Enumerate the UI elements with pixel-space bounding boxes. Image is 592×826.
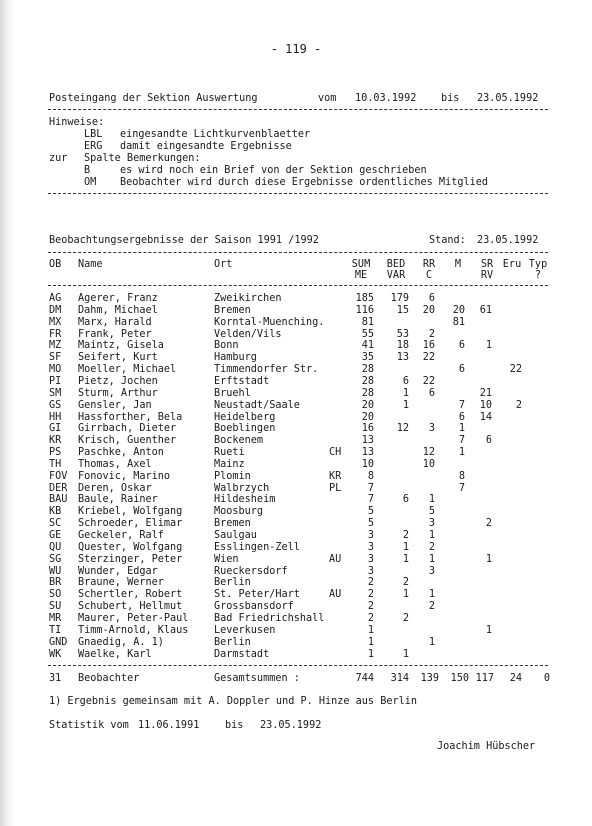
- cell-sum: 13: [361, 447, 374, 458]
- cell-sum: 5: [367, 506, 374, 518]
- cell-sum: 3: [367, 530, 374, 541]
- note-text: Spalte Bemerkungen:: [84, 153, 201, 164]
- col-header-sum-sub: ME: [354, 270, 368, 281]
- cell-name: Krisch, Guenther: [78, 435, 177, 447]
- cell-name: Baule, Rainer: [78, 494, 158, 506]
- cell-name: Schroeder, Elimar: [78, 518, 183, 530]
- cell-eru: 2: [515, 399, 522, 411]
- cell-rr: 1: [428, 553, 435, 565]
- cell-bed: 179: [390, 293, 409, 304]
- cell-name: Wunder, Edgar: [78, 565, 158, 577]
- cell-name: Maintz, Gisela: [78, 340, 164, 352]
- cell-sum: 81: [361, 316, 374, 328]
- cell-ob: GND: [49, 636, 68, 648]
- cell-ort: Leverkusen: [214, 624, 276, 636]
- col-header-typ: Typ: [528, 259, 548, 270]
- cell-cc: KR: [329, 470, 342, 482]
- cell-ob: TI: [49, 624, 62, 636]
- cell-ob: SG: [49, 553, 62, 565]
- notes-heading: Hinweise:: [49, 117, 105, 128]
- cell-name: Thomas, Axel: [78, 458, 152, 470]
- cell-bed: 13: [396, 352, 409, 364]
- cell-ort: St. Peter/Hart: [214, 589, 300, 601]
- cell-sum: 3: [367, 541, 374, 553]
- cell-ort: Rueckersdorf: [214, 565, 288, 577]
- cell-cc: AU: [329, 589, 342, 601]
- cell-name: Fonovic, Marino: [78, 470, 171, 482]
- cell-ort: Bremen: [214, 304, 251, 316]
- cell-sr: 21: [479, 387, 492, 399]
- cell-ob: SO: [49, 589, 62, 601]
- cell-sum: 10: [361, 458, 374, 470]
- cell-ort: Moosburg: [214, 506, 264, 518]
- col-header-sum: SUM: [351, 259, 371, 270]
- totals-sum: 744: [355, 673, 374, 684]
- cell-ort: Velden/Vils: [214, 328, 282, 340]
- cell-ob: KR: [49, 435, 62, 447]
- cell-sum: 2: [367, 577, 374, 589]
- totals-count-label: Beobachter: [78, 673, 140, 684]
- cell-sum: 185: [355, 293, 374, 304]
- col-header-rr: RR: [422, 259, 436, 270]
- statistik-to-label: bis: [225, 720, 244, 731]
- cell-rr: 22: [422, 352, 435, 364]
- cell-ort: Korntal-Muenching.: [214, 316, 325, 328]
- cell-m: 6: [458, 411, 465, 423]
- note-text: eingesandte Lichtkurvenblaetter: [120, 129, 311, 140]
- cell-name: Frank, Peter: [78, 328, 152, 340]
- footnote: 1) Ergebnis gemeinsam mit A. Doppler und P. Hinze aus Berlin: [49, 696, 418, 707]
- cell-name: Schertler, Robert: [78, 589, 183, 601]
- cell-bed: 1: [402, 399, 409, 411]
- cell-sum: 7: [367, 482, 374, 494]
- note-text: es wird noch ein Brief von der Sektion geschrieben: [120, 165, 427, 176]
- cell-name: Schubert, Hellmut: [78, 601, 183, 613]
- cell-ort: Grossbansdorf: [214, 601, 294, 613]
- note-code: LBL: [84, 129, 103, 140]
- divider: [48, 109, 548, 110]
- cell-ort: Timmendorfer Str.: [214, 364, 319, 376]
- cell-ob: MZ: [49, 340, 62, 352]
- page-number: - 119 -: [270, 42, 322, 56]
- cell-ort: Berlin: [214, 577, 251, 589]
- cell-sum: 2: [367, 613, 374, 624]
- totals-count: 31: [49, 673, 62, 684]
- cell-ort: Berlin: [214, 636, 251, 648]
- totals-typ: 0: [543, 673, 550, 684]
- cell-name: Quester, Wolfgang: [78, 541, 183, 553]
- cell-rr: 3: [428, 565, 435, 577]
- cell-sum: 28: [361, 387, 374, 399]
- cell-m: 7: [458, 482, 465, 494]
- statistik-to-date: 23.05.1992: [260, 720, 322, 731]
- cell-ort: Rueti: [214, 447, 245, 458]
- cell-rr: 6: [428, 387, 435, 399]
- cell-ob: HH: [49, 411, 62, 423]
- cell-sum: 7: [367, 494, 374, 506]
- cell-ob: PS: [49, 447, 62, 458]
- cell-rr: 2: [428, 541, 435, 553]
- cell-sum: 28: [361, 364, 374, 376]
- totals-sr: 117: [475, 673, 494, 684]
- col-header-bed: BED: [386, 259, 406, 270]
- cell-ort: Bockenem: [214, 435, 264, 447]
- cell-rr: 5: [428, 506, 435, 518]
- cell-ort: Neustadt/Saale: [214, 399, 300, 411]
- cell-ort: Bruehl: [214, 387, 251, 399]
- cell-sr: 2: [485, 518, 492, 530]
- signature: Joachim Hübscher: [437, 741, 536, 752]
- results-title: Beobachtungsergebnisse der Saison 1991 /1992: [49, 235, 319, 246]
- cell-bed: 18: [396, 340, 409, 352]
- intake-from-date: 10.03.1992: [355, 93, 417, 104]
- cell-name: Kriebel, Wolfgang: [78, 506, 183, 518]
- note-text: Beobachter wird durch diese Ergebnisse ordentliches Mitglied: [120, 177, 489, 188]
- divider: [48, 193, 548, 194]
- cell-bed: 53: [396, 328, 409, 340]
- cell-ob: FOV: [49, 470, 68, 482]
- cell-sr: 6: [485, 435, 492, 447]
- cell-ort: Plomin: [214, 470, 251, 482]
- cell-bed: 2: [402, 613, 409, 624]
- stand-date: 23.05.1992: [477, 235, 539, 246]
- cell-m: 8: [458, 470, 465, 482]
- cell-rr: 1: [428, 494, 435, 506]
- cell-sum: 20: [361, 399, 374, 411]
- cell-rr: 6: [428, 293, 435, 304]
- cell-eru: 22: [509, 364, 522, 376]
- divider: [48, 285, 548, 286]
- cell-sum: 8: [367, 470, 374, 482]
- col-header-typ-sub: ?: [534, 270, 542, 281]
- cell-sum: 41: [361, 340, 374, 352]
- cell-name: Seifert, Kurt: [78, 352, 158, 364]
- col-header-sr-sub: RV: [480, 270, 494, 281]
- cell-sum: 2: [367, 601, 374, 613]
- cell-name: Sterzinger, Peter: [78, 553, 183, 565]
- cell-name: Geckeler, Ralf: [78, 530, 164, 541]
- totals-label: Gesamtsummen :: [214, 673, 300, 684]
- cell-rr: 3: [428, 423, 435, 435]
- totals-rr: 139: [420, 673, 439, 684]
- stand-label: Stand:: [429, 235, 466, 246]
- cell-ort: Zweikirchen: [214, 293, 282, 304]
- cell-name: Marx, Harald: [78, 316, 152, 328]
- col-header-eru: Eru: [502, 259, 522, 270]
- cell-rr: 10: [422, 458, 435, 470]
- cell-name: Girrbach, Dieter: [78, 423, 177, 435]
- cell-bed: 1: [402, 553, 409, 565]
- cell-ort: Bremen: [214, 518, 251, 530]
- cell-bed: 15: [396, 304, 409, 316]
- cell-ob: KB: [49, 506, 62, 518]
- intake-to-label: bis: [441, 93, 460, 104]
- cell-sum: 3: [367, 553, 374, 565]
- cell-name: Hassforther, Bela: [78, 411, 183, 423]
- cell-ob: GE: [49, 530, 62, 541]
- cell-rr: 22: [422, 375, 435, 387]
- cell-bed: 2: [402, 577, 409, 589]
- cell-m: 81: [452, 316, 465, 328]
- cell-cc: AU: [329, 553, 342, 565]
- cell-sum: 116: [355, 304, 374, 316]
- cell-ob: MX: [49, 316, 62, 328]
- cell-m: 20: [452, 304, 465, 316]
- cell-sum: 55: [361, 328, 374, 340]
- cell-rr: 2: [428, 601, 435, 613]
- cell-m: 7: [458, 399, 465, 411]
- cell-rr: 20: [422, 304, 435, 316]
- cell-sum: 3: [367, 565, 374, 577]
- cell-ob: DER: [49, 482, 68, 494]
- col-header-name: Name: [78, 259, 103, 270]
- cell-rr: 16: [422, 340, 435, 352]
- cell-m: 1: [458, 447, 465, 458]
- cell-ort: Hildesheim: [214, 494, 276, 506]
- cell-ob: GI: [49, 423, 62, 435]
- cell-name: Moeller, Michael: [78, 364, 177, 376]
- cell-name: Deren, Oskar: [78, 482, 152, 494]
- cell-ob: TH: [49, 458, 62, 470]
- cell-ob: GS: [49, 399, 62, 411]
- cell-bed: 6: [402, 494, 409, 506]
- divider: [48, 252, 548, 253]
- totals-eru: 24: [509, 673, 522, 684]
- cell-ob: DM: [49, 304, 62, 316]
- cell-bed: 12: [396, 423, 409, 435]
- cell-ob: BR: [49, 577, 62, 589]
- intake-from-label: vom: [318, 93, 337, 104]
- cell-ob: SF: [49, 352, 62, 364]
- cell-sum: 2: [367, 589, 374, 601]
- cell-bed: 1: [402, 387, 409, 399]
- cell-m: 1: [458, 423, 465, 435]
- col-header-ob: OB: [49, 259, 62, 270]
- cell-ob: MO: [49, 364, 62, 376]
- cell-sum: 1: [367, 636, 374, 648]
- cell-m: 6: [458, 364, 465, 376]
- cell-bed: 6: [402, 375, 409, 387]
- cell-name: Timm-Arnold, Klaus: [78, 624, 189, 636]
- cell-ob: SM: [49, 387, 62, 399]
- cell-sum: 1: [367, 648, 374, 660]
- cell-ort: Erftstadt: [214, 375, 270, 387]
- cell-sr: 1: [485, 553, 492, 565]
- cell-ob: AG: [49, 293, 62, 304]
- cell-rr: 2: [428, 328, 435, 340]
- cell-ob: MR: [49, 613, 62, 624]
- cell-ort: Darmstadt: [214, 648, 270, 660]
- cell-sum: 20: [361, 411, 374, 423]
- cell-ort: Boeblingen: [214, 423, 276, 435]
- cell-sum: 28: [361, 375, 374, 387]
- cell-ob: BAU: [49, 494, 68, 506]
- cell-rr: 12: [422, 447, 435, 458]
- cell-ort: Esslingen-Zell: [214, 541, 300, 553]
- cell-ort: Bad Friedrichshall: [214, 613, 325, 624]
- col-header-m: M: [454, 259, 462, 270]
- note-code: ERG: [84, 141, 103, 152]
- cell-ob: SC: [49, 518, 62, 530]
- cell-bed: 1: [402, 589, 409, 601]
- cell-name: Sturm, Arthur: [78, 387, 158, 399]
- note-code: B: [84, 165, 91, 176]
- cell-rr: 3: [428, 518, 435, 530]
- col-header-sr: SR: [480, 259, 494, 270]
- cell-sr: 1: [485, 624, 492, 636]
- cell-sum: 13: [361, 435, 374, 447]
- cell-sr: 1: [485, 340, 492, 352]
- statistik-from-date: 11.06.1991: [138, 720, 200, 731]
- cell-ort: Walbrzych: [214, 482, 270, 494]
- cell-name: Dahm, Michael: [78, 304, 158, 316]
- cell-ort: Hamburg: [214, 352, 257, 364]
- cell-m: 6: [458, 340, 465, 352]
- cell-rr: 1: [428, 636, 435, 648]
- cell-name: Paschke, Anton: [78, 447, 164, 458]
- cell-ort: Wien: [214, 553, 239, 565]
- note-text: damit eingesandte Ergebnisse: [120, 141, 292, 152]
- cell-ob: PI: [49, 375, 62, 387]
- col-header-bed-sub: VAR: [386, 270, 406, 281]
- cell-sum: 1: [367, 624, 374, 636]
- cell-name: Agerer, Franz: [78, 293, 158, 304]
- intake-to-date: 23.05.1992: [477, 93, 539, 104]
- cell-name: Pietz, Jochen: [78, 375, 158, 387]
- cell-ort: Heidelberg: [214, 411, 276, 423]
- intake-title: Posteingang der Sektion Auswertung: [49, 93, 258, 104]
- divider: [48, 665, 548, 666]
- totals-m: 150: [450, 673, 469, 684]
- cell-bed: 2: [402, 530, 409, 541]
- statistik-label: Statistik vom: [49, 720, 129, 731]
- cell-cc: PL: [329, 482, 342, 494]
- cell-sr: 14: [479, 411, 492, 423]
- cell-ob: FR: [49, 328, 62, 340]
- cell-name: Waelke, Karl: [78, 648, 152, 660]
- note-prefix: zur: [49, 153, 68, 164]
- cell-ob: SU: [49, 601, 62, 613]
- col-header-ort: Ort: [214, 259, 233, 270]
- cell-rr: 1: [428, 530, 435, 541]
- cell-name: Maurer, Peter-Paul: [78, 613, 189, 624]
- cell-sr: 10: [479, 399, 492, 411]
- note-code: OM: [84, 177, 97, 188]
- cell-name: Gnaedig, A. 1): [78, 636, 164, 648]
- cell-ort: Bonn: [214, 340, 239, 352]
- cell-sr: 61: [479, 304, 492, 316]
- cell-name: Braune, Werner: [78, 577, 164, 589]
- cell-ort: Saulgau: [214, 530, 257, 541]
- cell-ort: Mainz: [214, 458, 245, 470]
- cell-bed: 1: [402, 648, 409, 660]
- cell-bed: 1: [402, 541, 409, 553]
- cell-rr: 1: [428, 589, 435, 601]
- cell-sum: 35: [361, 352, 374, 364]
- cell-name: Gensler, Jan: [78, 399, 152, 411]
- cell-m: 7: [458, 435, 465, 447]
- totals-bed: 314: [390, 673, 409, 684]
- cell-sum: 5: [367, 518, 374, 530]
- cell-ob: WU: [49, 565, 62, 577]
- col-header-rr-sub: C: [425, 270, 433, 281]
- cell-ob: QU: [49, 541, 62, 553]
- cell-cc: CH: [329, 447, 342, 458]
- cell-sum: 16: [361, 423, 374, 435]
- scan-edge-shadow: [0, 0, 14, 826]
- cell-ob: WK: [49, 648, 62, 660]
